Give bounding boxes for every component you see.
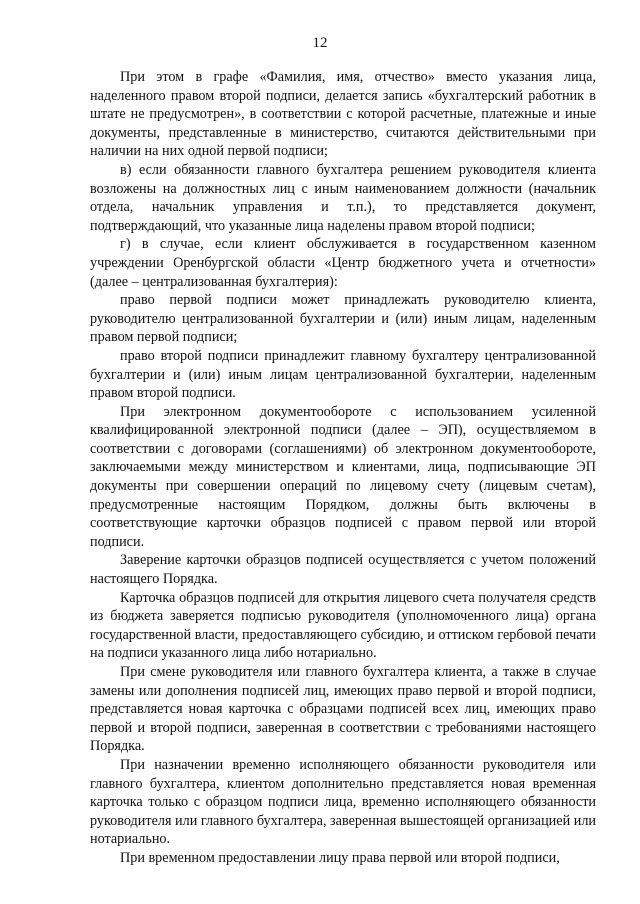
paragraph-change-of-signatories: При смене руководителя или главного бухгалтера клиента, а также в случае замены или дополнения подписей лиц, имеющих право первой и второй подписи, представляется новая карточка с образцами подписей всех лиц, имеющих право первой и второй подписи, заверенная в соответствии с требованиями настоящего Порядка. <box>90 664 596 755</box>
paragraph-card-certification: Заверение карточки образцов подписей осуществляется с учетом положений настоящего Порядка. <box>90 552 596 588</box>
paragraph-first-signature-right: право первой подписи может принадлежать руководителю клиента, руководителю централизованной бухгалтерии и (или) иным лицам, наделенным правом первой подписи; <box>90 292 596 346</box>
paragraph-item-v: в) если обязанности главного бухгалтера решением руководителя клиента возложены на должностных лиц с иным наименованием должности (начальник отдела, начальник управления и т.п.), то представляется документ, подтверждающий, что указанные лица наделены правом второй подписи; <box>90 161 596 234</box>
paragraph-temporary-appointment: При назначении временно исполняющего обязанности руководителя или главного бухгалтера, клиентом дополнительно представляется новая временная карточка только с образцом подписи лица, временно исполняющего обязанности руководителя или главного бухгалтера, заверенная вышестоящей организацией или нотариально. <box>90 756 596 848</box>
paragraph-signature-note: При этом в графе «Фамилия, имя, отчество» вместо указания лица, наделенного правом второй подписи, делается запись «бухгалтерский работник в штате не предусмотрен», в соответствии с которой расчетные, платежные и иные документы, представленные в министерство, считаются действительными при наличии на них одной первой подписи; <box>90 69 596 160</box>
paragraph-electronic-document-flow: При электронном документообороте с использованием усиленной квалифицированной электронной подписи (далее – ЭП), осуществляемом в соответствии с договорами (соглашениями) об электронном документообороте, заключаемыми между министерством и клиентами, лица, подписывающие ЭП документы при совершении операций по лицевому счету (лицевым счетам), предусмотренные настоящим Порядком, должны быть включены в соответствующие карточки образцов подписей с правом первой или второй подписи. <box>90 403 596 550</box>
page-number: 12 <box>312 35 328 51</box>
paragraph-card-for-account-opening: Карточка образцов подписей для открытия лицевого счета получателя средств из бюджета заверяется подписью руководителя (уполномоченного лица) органа государственной власти, предоставляющего субсидию, и оттиском гербовой печати на подписи указанного лица либо нотариально. <box>90 589 596 662</box>
paragraph-temporary-right: При временном предоставлении лицу права первой или второй подписи, <box>120 849 560 866</box>
document-body <box>90 68 596 868</box>
paragraph-second-signature-right: право второй подписи принадлежит главному бухгалтеру централизованной бухгалтерии и (или) иным лицам централизованной бухгалтерии, наделенным правом второй подписи. <box>90 347 596 402</box>
paragraph-item-g: г) в случае, если клиент обслуживается в государственном казенном учреждении Оренбургской области «Центр бюджетного учета и отчетности» (далее – централизованная бухгалтерия): <box>90 236 596 290</box>
